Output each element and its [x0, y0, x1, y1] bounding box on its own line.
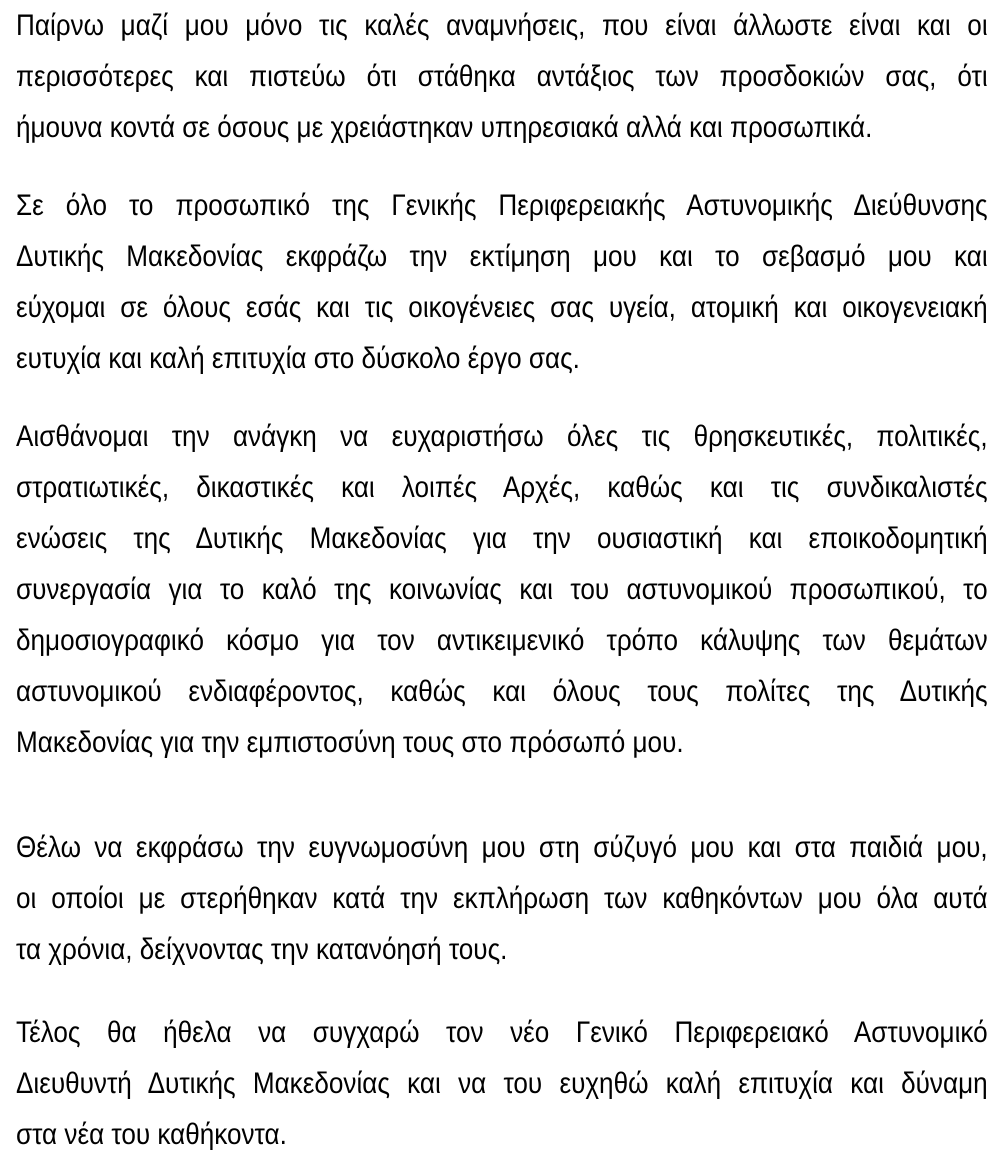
text-line: εύχομαι σε όλους εσάς και τις οικογένειες σας υγεία, ατομική και οικογενειακή [16, 291, 988, 324]
text-line: στρατιωτικές, δικαστικές και λοιπές Αρχές, καθώς και τις συνδικαλιστές [16, 471, 988, 504]
text-line: Σε όλο το προσωπικό της Γενικής Περιφερειακής Αστυνομικής Διεύθυνσης [16, 189, 988, 222]
text-line: Τέλος θα ήθελα να συγχαρώ τον νέο Γενικό Περιφερειακό Αστυνομικό [16, 1016, 988, 1049]
text-line: δημοσιογραφικό κόσμο για τον αντικειμενικό τρόπο κάλυψης των θεμάτων [16, 624, 988, 657]
paragraph [16, 822, 988, 975]
text-line: περισσότερες και πιστεύω ότι στάθηκα αντάξιος των προσδοκιών σας, ότι [16, 60, 988, 93]
text-line: συνεργασία για το καλό της κοινωνίας και του αστυνομικού προσωπικού, το [16, 573, 988, 606]
text-line: στα νέα του καθήκοντα. [16, 1118, 287, 1151]
text-line: Μακεδονίας για την εμπιστοσύνη τους στο πρόσωπό μου. [16, 726, 684, 759]
text-line: Θέλω να εκφράσω την ευγνωμοσύνη μου στη σύζυγό μου και στα παιδιά μου, [16, 831, 988, 864]
text-line: ενώσεις της Δυτικής Μακεδονίας για την ουσιαστική και εποικοδομητική [16, 522, 988, 555]
paragraph [16, 0, 988, 153]
paragraph [16, 180, 988, 384]
text-line: Διευθυντή Δυτικής Μακεδονίας και να του ευχηθώ καλή επιτυχία και δύναμη [16, 1067, 988, 1100]
text-line: οι οποίοι με στερήθηκαν κατά την εκπλήρωση των καθηκόντων μου όλα αυτά [16, 882, 988, 915]
text-line: Παίρνω μαζί μου μόνο τις καλές αναμνήσεις, που είναι άλλωστε είναι και οι [16, 9, 988, 42]
paragraph [16, 1007, 988, 1158]
text-line: τα χρόνια, δείχνοντας την κατανόησή τους. [16, 933, 508, 966]
text-line: Δυτικής Μακεδονίας εκφράζω την εκτίμηση μου και το σεβασμό μου και [16, 240, 988, 273]
paragraph [16, 411, 988, 768]
text-line: ήμουνα κοντά σε όσους με χρειάστηκαν υπηρεσιακά αλλά και προσωπικά. [16, 111, 873, 144]
text-line: ευτυχία και καλή επιτυχία στο δύσκολο έργο σας. [16, 342, 580, 375]
text-line: Αισθάνομαι την ανάγκη να ευχαριστήσω όλες τις θρησκευτικές, πολιτικές, [16, 420, 988, 453]
text-line: αστυνομικού ενδιαφέροντος, καθώς και όλους τους πολίτες της Δυτικής [16, 675, 988, 708]
